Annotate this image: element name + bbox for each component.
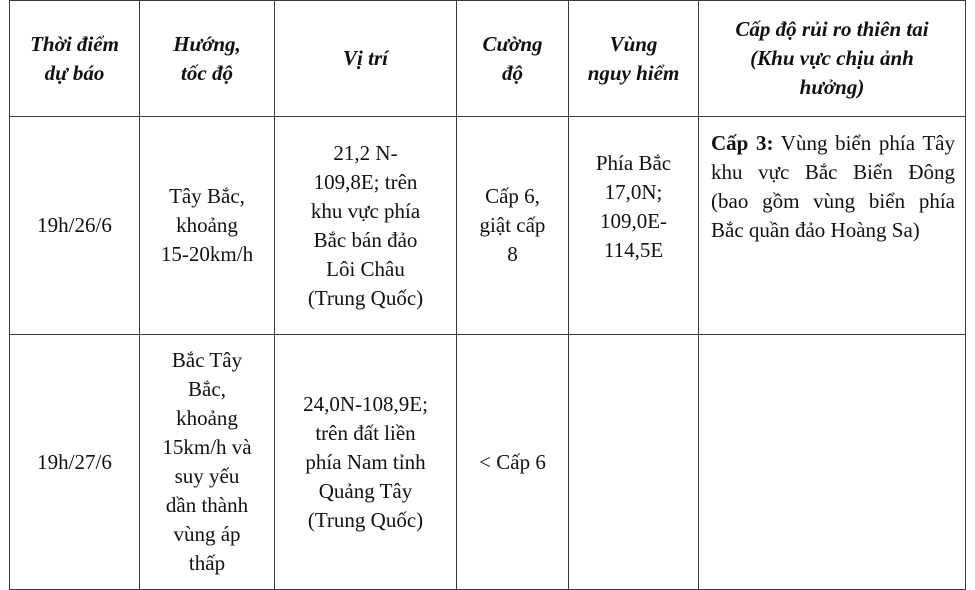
forecast-time-cell: 19h/27/6 <box>10 335 140 590</box>
affected-area-text: Vùng biển phía Tây khu vực Bắc Biển Đông (bao gồm vùng biển phía Bắc quần đảo Hoàng Sa) <box>711 131 955 242</box>
header-intensity: Cường độ <box>457 1 569 117</box>
position-cell: 21,2 N- 109,8E; trên khu vực phía Bắc bán đảo Lôi Châu (Trung Quốc) <box>275 117 457 335</box>
risk-level-cell <box>699 117 966 335</box>
danger-zone-cell <box>569 335 699 590</box>
risk-level-label: Cấp 3: <box>711 131 774 155</box>
header-direction-speed: Hướng, tốc độ <box>140 1 275 117</box>
table-row <box>10 335 966 590</box>
risk-level-cell <box>699 335 966 590</box>
intensity-cell: Cấp 6, giật cấp 8 <box>457 117 569 335</box>
header-forecast-time: Thời điểm dự báo <box>10 1 140 117</box>
header-danger-zone: Vùng nguy hiểm <box>569 1 699 117</box>
intensity-cell: < Cấp 6 <box>457 335 569 590</box>
position-cell: 24,0N-108,9E; trên đất liền phía Nam tỉnh Quảng Tây (Trung Quốc) <box>275 335 457 590</box>
storm-forecast-table <box>9 0 966 590</box>
direction-speed-cell: Tây Bắc, khoảng 15-20km/h <box>140 117 275 335</box>
header-position: Vị trí <box>275 1 457 117</box>
direction-speed-cell: Bắc Tây Bắc, khoảng 15km/h và suy yếu dần thành vùng áp thấp <box>140 335 275 590</box>
forecast-time-cell: 19h/26/6 <box>10 117 140 335</box>
table-row <box>10 117 966 335</box>
header-row <box>10 1 966 117</box>
danger-zone-cell: Phía Bắc 17,0N; 109,0E- 114,5E <box>569 117 699 335</box>
header-disaster-risk-level: Cấp độ rủi ro thiên tai (Khu vực chịu ảnh hưởng) <box>699 1 966 117</box>
